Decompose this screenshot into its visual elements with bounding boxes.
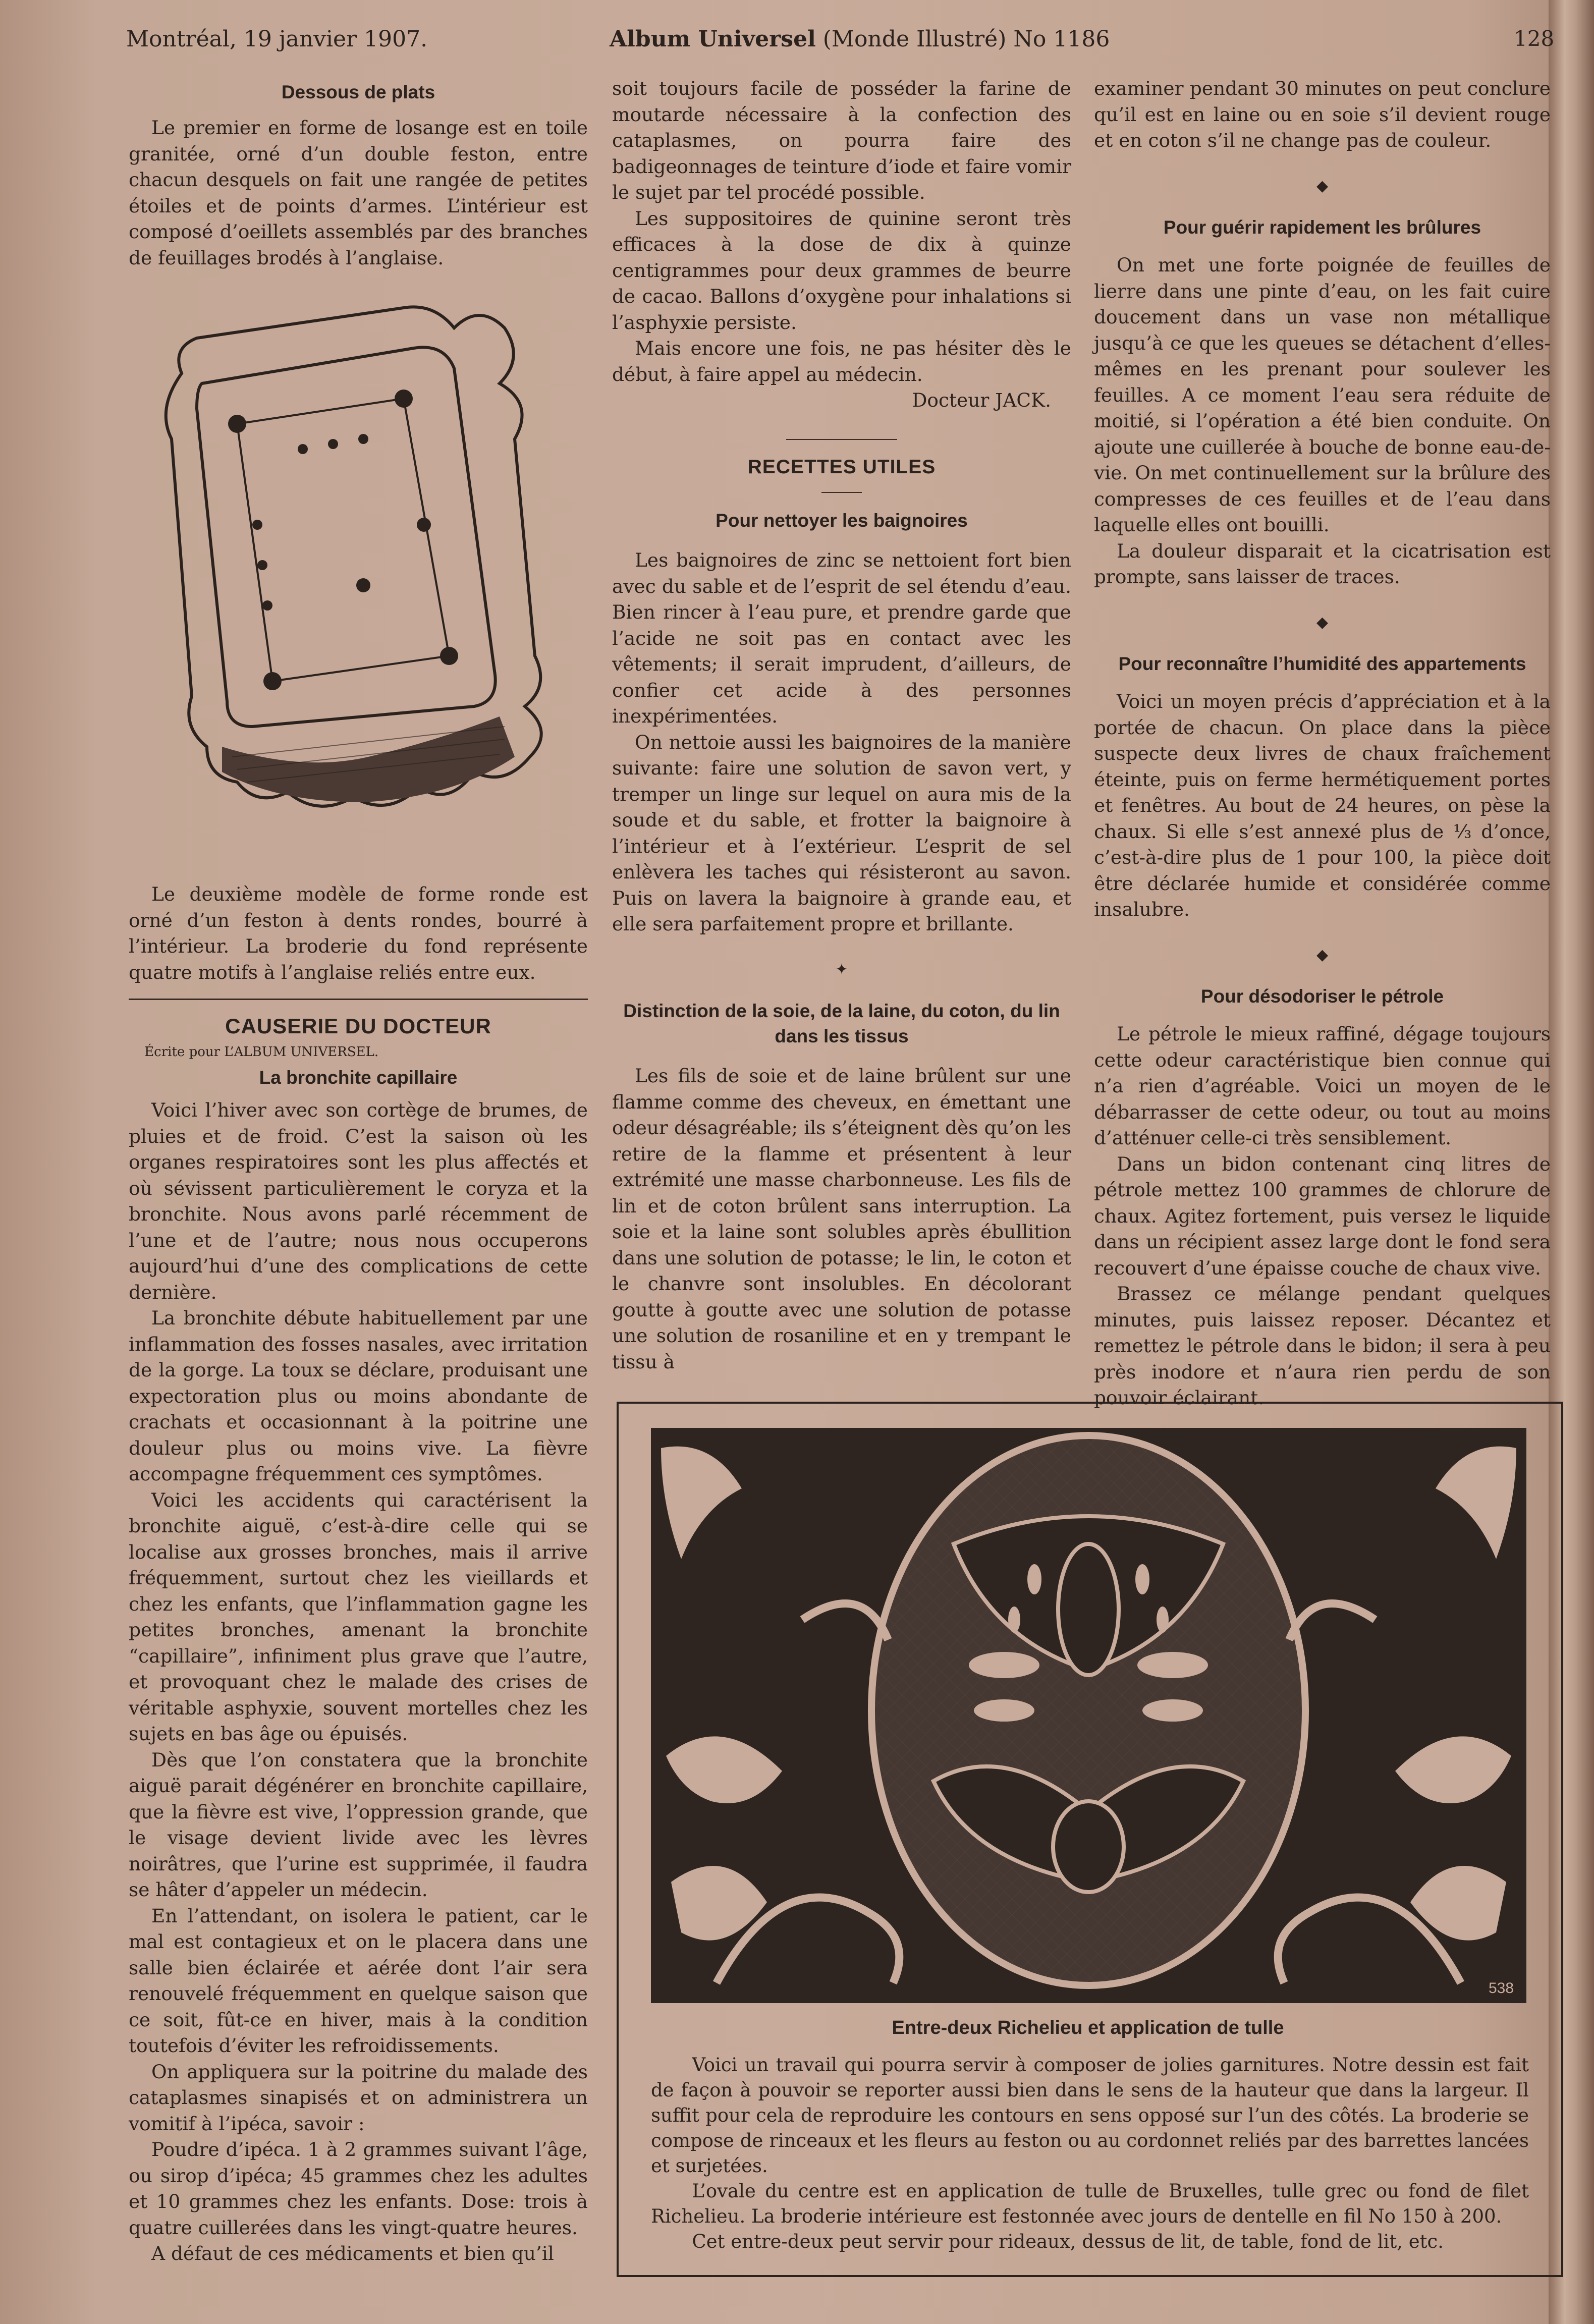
paragraph: Voici les accidents qui caractérisent la bronchite aiguë, c’est-à-dire celle qui se localise aux grosses bronches, mais il arrive fréquemment, surtout chez les vieillards et chez les enfants, que l’inflammation gagne les petites bronches, amenant la bronchite “capillaire”, infiniment plus grave que l’autre, et provoquant chez le malade des crises de véritable asphyxie, souvent mortelles chez les sujets en bas âge ou épuisés. <box>129 1488 588 1745</box>
paragraph: Voici l’hiver avec son cortège de brumes, de pluies et de froid. C’est la saison où les organes respiratoires sont les plus affectés et où sévissent particulièrement le coryza et la bronchite. Nous avons parlé récemment de l’une et de l’autre; nous nous occuperons aujourd’hui d’une des complications de cette dernière. <box>129 1099 588 1303</box>
paragraph: On appliquera sur la poitrine du malade des cataplasmes sinapisés et on administrera un vomitif à l’ipéca, savoir : <box>129 2060 588 2135</box>
section-title: CAUSERIE DU DOCTEUR <box>225 1014 491 1038</box>
paragraph: L’ovale du centre est en application de tulle de Bruxelles, tulle grec ou fond de filet Richelieu. La broderie intérieure est festonnée avec jours de dentelle en fil No 150 à 200. <box>651 2180 1529 2227</box>
article-title: Pour guérir rapidement les brûlures <box>1163 217 1481 238</box>
ornament: ✦ <box>835 960 848 978</box>
article-title: Distinction de la soie, de la laine, du coton, du lin dans les tissus <box>623 1001 1060 1046</box>
header-date: Montréal, 19 janvier 1907. <box>126 26 428 52</box>
header-title: Album Universel (Monde Illustré) No 1186 <box>610 26 1110 52</box>
paragraph: La douleur disparait et la cicatrisation est prompte, sans laisser de traces. <box>1094 539 1551 588</box>
section-title: RECETTES UTILES <box>747 456 936 478</box>
divider <box>129 999 588 1000</box>
paragraph: En l’attendant, on isolera le patient, car le mal est contagieux et on le placera dans une salle bien éclairée et aérée dont l’air sera renouvelé fréquemment en quelque saison que ce soit, fût-ce en hiver, mais à la condition toutefois d’éviter les refroidissements. <box>129 1904 588 2057</box>
paragraph: Le deuxième modèle de forme ronde est orné d’un feston à dents rondes, bourré à l’intérieur. La broderie du fond représente quatre motifs à l’anglaise reliés entre eux. <box>129 883 588 983</box>
ornament: ◆ <box>1316 946 1329 964</box>
article-title: Pour nettoyer les baignoires <box>716 510 968 531</box>
article-title: Dessous de plats <box>281 82 435 102</box>
ornament: ◆ <box>1316 177 1329 195</box>
paragraph: Cet entre-deux peut servir pour rideaux, dessus de lit, de table, fond de lit, etc. <box>692 2231 1444 2252</box>
paragraph: A défaut de ces médicaments et bien qu’il <box>151 2242 554 2264</box>
section-subtitle: Écrite pour L’ALBUM UNIVERSEL. <box>144 1044 379 1060</box>
signature: Docteur JACK. <box>912 389 1051 411</box>
column-3 <box>1094 76 1551 1411</box>
paragraph: Dans un bidon contenant cinq litres de pétrole mettez 100 grammes de chlorure de chaux. Agitez fortement, puis versez le liquide dans un récipient assez large dont le fond sera recouvert d’une épaisse couche de chaux vive. <box>1094 1152 1551 1279</box>
paragraph: Le pétrole le mieux raffiné, dégage toujours cette odeur caractéristique bien connue qui n’a rien d’agréable. Voici un moyen de le débarrasser de cette odeur, ou tout au moins d’atténuer celle-ci très sensiblement. <box>1094 1023 1551 1149</box>
paragraph: Les fils de soie et de laine brûlent sur une flamme comme des cheveux, en émettant une odeur désagréable; ils s’éteignent dès qu’on les retire de la flamme et présentent à leur extrémité une masse charbonneuse. Les fils de lin et de coton brûlent sans interruption. La soie et la laine sont solubles après ébullition dans une solution de potasse; le lin, le coton et le chanvre sont insolubles. En décolorant goutte à goutte avec une solution de potasse une solution de rosaniline et en y trempant le tissu à <box>612 1065 1071 1373</box>
ornament: ◆ <box>1316 613 1329 631</box>
divider <box>821 492 862 493</box>
paragraph: Mais encore une fois, ne pas hésiter dès le début, à faire appel au médecin. <box>612 337 1071 385</box>
richelieu-lace-illustration <box>651 1428 1526 2003</box>
article-title: La bronchite capillaire <box>259 1067 458 1088</box>
paragraph: Les suppositoires de quinine seront très efficaces à la dose de dix à quinze centigrammes pour deux grammes de beurre de cacao. Ballons d’oxygène pour inhalations si l’asphyxie persiste. <box>612 207 1071 334</box>
column-2 <box>612 76 1071 1375</box>
lace-description <box>651 2053 1529 2254</box>
paragraph: soit toujours facile de posséder la farine de moutarde nécessaire à la confection des cataplasmes, on pourra faire des badigeonnages de teinture d’iode et faire vomir le sujet par tel procédé possible. <box>612 77 1071 203</box>
paragraph: Le premier en forme de losange est en toile granitée, orné d’un double feston, entre chacun desquels on fait une rangée de petites étoiles et de points d’armes. L’intérieur est composé d’oeillets assemblés par des branches de feuillages brodés à l’anglaise. <box>129 117 588 269</box>
paragraph: Brassez ce mélange pendant quelques minutes, puis laissez reposer. Décantez et remettez le pétrole dans le bidon; il sera à peu près inodore et n’aura rien perdu de son pouvoir éclairant. <box>1094 1283 1551 1409</box>
paragraph: On met une forte poignée de feuilles de lierre dans une pinte d’eau, on les fait cuire doucement dans un vase non métallique jusqu’à ce que les queues se détachent d’elles-mêmes en les prenant pour soulever les feuilles. A ce moment l’eau sera réduite de moitié, si l’opération a été bien conduite. On ajoute une cuillerée à bouche de bonne eau-de-vie. On met continuellement sur la brûlure des compresses de ces feuilles et de l’eau dans laquelle elles ont bouilli. <box>1094 254 1551 536</box>
paragraph: La bronchite débute habituellement par une inflammation des fosses nasales, avec irritation de la gorge. La toux se déclare, produisant une expectoration plus ou moins abondante de crachats et occasionnant à la poitrine une douleur plus ou moins vive. La fièvre accompagne fréquemment ces symptômes. <box>129 1307 588 1485</box>
page-number: 128 <box>1514 26 1555 51</box>
figure-number: 538 <box>1489 1980 1514 1997</box>
article-title: Pour reconnaître l’humidité des appartements <box>1118 653 1526 674</box>
lace-caption: Entre-deux Richelieu et application de tulle <box>892 2017 1284 2038</box>
paragraph: Poudre d’ipéca. 1 à 2 grammes suivant l’âge, ou sirop d’ipéca; 45 grammes chez les adultes et 10 grammes chez les enfants. Dose: trois à quatre cuillerées dans les vingt-quatre heures. <box>129 2138 588 2239</box>
paragraph: Voici un moyen précis d’appréciation et à la portée de chacun. On place dans la pièce suspecte deux livres de chaux fraîchement éteinte, puis on ferme hermétiquement portes et fenêtres. Au bout de 24 heures, on pèse la chaux. Si elle s’est annexé plus de ⅓ d’once, c’est-à-dire plus de 1 pour 100, la pièce doit être déclarée humide et considérée comme insalubre. <box>1094 690 1551 920</box>
paragraph: examiner pendant 30 minutes on peut conclure qu’il est en laine ou en soie s’il devient rouge et en coton s’il ne change pas de couleur. <box>1094 77 1551 151</box>
paragraph: Voici un travail qui pourra servir à composer de jolies garnitures. Notre dessin est fait de façon à pouvoir se reporter aussi bien dans le sens de la hauteur que dans la largeur. Il suffit pour cela de reproduire les contours en sens opposé sur l’un des côtés. La broderie se compose de rinceaux et les fleurs au feston ou au cordonnet reliés par des barrettes lancées et surjetées. <box>651 2054 1529 2177</box>
divider <box>786 439 897 440</box>
doily-illustration <box>151 272 585 868</box>
paragraph: Dès que l’on constatera que la bronchite aiguë parait dégénérer en bronchite capillaire, que la fièvre est vive, l’oppression grande, que le visage devient livide avec les lèvres noirâtres, que l’urine est supprimée, il faudra se hâter d’appeler un médecin. <box>129 1748 588 1901</box>
paragraph: Les baignoires de zinc se nettoient fort bien avec du sable et de l’esprit de sel étendu d’eau. Bien rincer à l’eau pure, et prendre garde que l’acide ne soit pas en contact avec les vêtements; il serait imprudent, d’ailleurs, de confier cet acide à des personnes inexpérimentées. <box>612 549 1071 727</box>
article-title: Pour désodoriser le pétrole <box>1200 986 1444 1007</box>
paragraph: On nettoie aussi les baignoires de la manière suivante: faire une solution de savon vert, y tremper un linge sur lequel on aura mis de la soude et du sable, et frotter la baignoire à l’intérieur et à l’extérieur. L’esprit de sel enlèvera les taches qui résisteront au savon. Puis on lavera la baignoire à grande eau, et elle sera parfaitement propre et brillante. <box>612 731 1071 935</box>
